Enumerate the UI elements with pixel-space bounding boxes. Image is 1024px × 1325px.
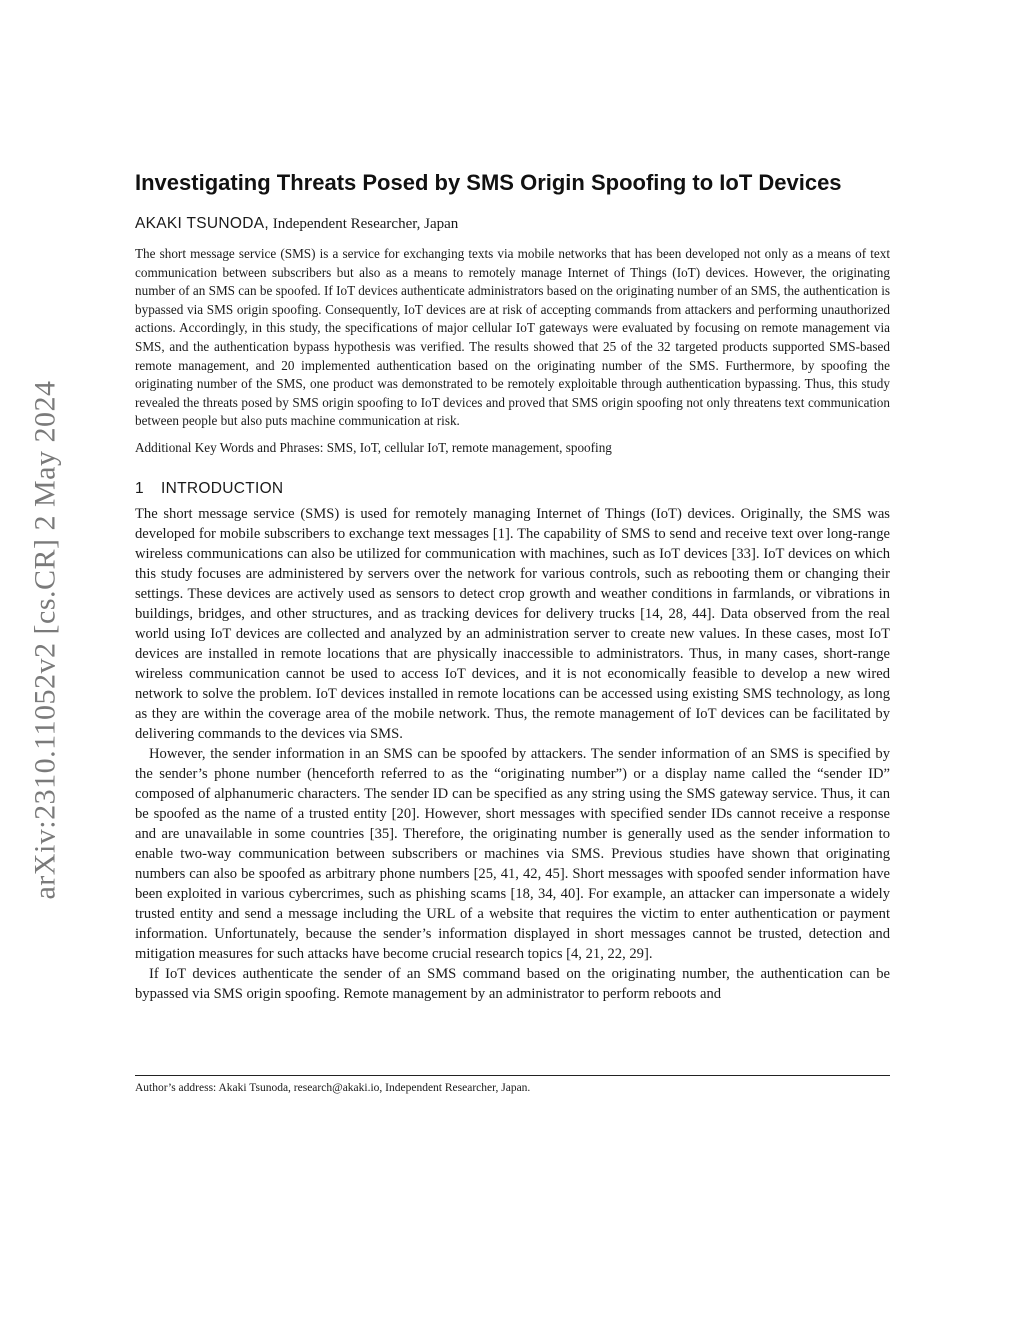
intro-paragraph-3: If IoT devices authenticate the sender of an SMS command based on the originating number, the authentication can be bypassed via SMS origin spoofing. Remote management by an administrator to perform reboots and xyxy=(135,965,890,1002)
paper-page xyxy=(135,168,890,1004)
arxiv-sidebar-stamp xyxy=(20,350,70,930)
paper-title: Investigating Threats Posed by SMS Origin Spoofing to IoT Devices xyxy=(135,170,842,195)
footnote-divider xyxy=(135,1075,890,1076)
abstract: The short message service (SMS) is a service for exchanging texts via mobile networks that has been developed not only as a means of text communication between subscribers but also as a means to remotely manage Internet of Things (IoT) devices. However, the originating number of an SMS can be spoofed. If IoT devices authenticate administrators based on the originating number of an SMS, the authentication is bypassed via SMS origin spoofing. Consequently, IoT devices are at risk of accepting commands from attackers and performing unauthorized actions. Accordingly, in this study, the specifications of major cellular IoT gateways were evaluated by focusing on remote management via SMS, and the authentication bypass hypothesis was verified. The results showed that 25 of the 32 targeted products supported SMS-based remote management, and 20 implemented authentication based on the originating number of the SMS. Furthermore, by spoofing the originating number of the SMS, one product was demonstrated to be remotely exploitable through authentication bypassing. Thus, this study revealed the threats posed by SMS origin spoofing to IoT devices and proved that SMS origin spoofing not only threatens text communication between people but also puts machine communication at risk. xyxy=(135,246,890,429)
section-heading-introduction xyxy=(135,478,890,500)
intro-paragraph-2: However, the sender information in an SMS can be spoofed by attackers. The sender information of an SMS is specified by the sender’s phone number (henceforth referred to as the “originating number”) or a display name called the “sender ID” composed of alphanumeric characters. The sender ID can be specified as any string using the SMS gateway service. Thus, it can be spoofed as the name of a trusted entity [20]. However, short messages with specified sender IDs cannot receive a response and are unavailable in some countries [35]. Therefore, the originating number is generally used as the sender information to enable two-way communication between subscribers or machines via SMS. Previous studies have shown that originating numbers can also be spoofed as arbitrary phone numbers [25, 41, 42, 45]. Short messages with spoofed sender information have been exploited in various cybercrimes, such as phishing scams [18, 34, 40]. For example, an attacker can impersonate a widely trusted entity and send a message including the URL of a website that requires the victim to enter authentication or payment information. Unfortunately, because the sender’s information displayed in short messages cannot be trusted, detection and mitigation measures for such attacks have become crucial research topics [4, 21, 22, 29]. xyxy=(135,745,890,962)
keywords: Additional Key Words and Phrases: SMS, IoT, cellular IoT, remote management, spoofing xyxy=(135,439,612,455)
arxiv-identifier: arXiv:2310.11052v2 [cs.CR] 2 May 2024 xyxy=(28,380,62,900)
intro-paragraph-1: The short message service (SMS) is used for remotely managing Internet of Things (IoT) devices. Originally, the SMS was developed for mobile subscribers to exchange text messages [1]. The capability of SMS to send and receive text over long-range wireless communications can also be utilized for communication with machines, such as IoT devices [33]. IoT devices on which this study focuses are administered by servers over the network for various controls, such as rebooting them or changing their settings. These devices are actively used as sensors to detect crop growth and weather conditions in farmlands, or vibrations in buildings, bridges, and other structures, and as tracking devices for delivery trucks [14, 28, 44]. Data observed from the real world using IoT devices are collected and analyzed by an administration server to create new values. In these cases, most IoT devices are installed in remote locations that are physically inaccessible to administrators. Thus, in many cases, short-range wireless communication cannot be used to access IoT devices, and it is not economically feasible to develop a new wired network to solve the problem. IoT devices installed in remote locations can be accessed using existing SMS technology, as long as they are within the coverage area of the mobile network. Thus, the remote management of IoT devices can be facilitated by delivering commands to the devices via SMS. xyxy=(135,505,890,742)
author-line xyxy=(135,214,890,234)
author-affiliation: Independent Researcher, Japan xyxy=(268,216,459,232)
section-number: 1 xyxy=(135,479,144,497)
author-address-footnote: Author’s address: Akaki Tsunoda, research@akaki.io, Independent Researcher, Japan. xyxy=(135,1082,531,1094)
section-title: INTRODUCTION xyxy=(161,479,284,497)
author-name: AKAKI TSUNODA, xyxy=(135,215,269,232)
